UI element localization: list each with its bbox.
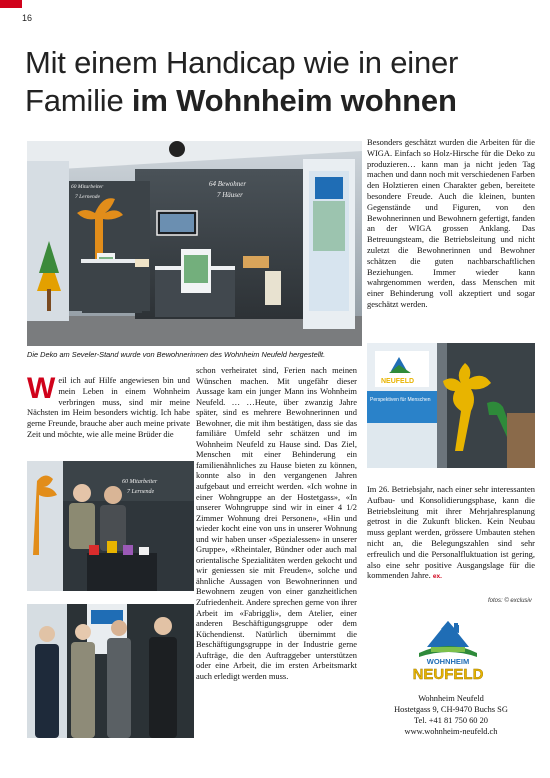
logo-line-1: WOHNHEIM — [426, 657, 470, 666]
photo-exhibition-stand — [27, 141, 362, 346]
wohnheim-neufeld-logo — [397, 617, 499, 683]
photo-two-men-image — [27, 461, 194, 591]
photo-caption: Die Deko am Seveler-Stand wurde von Bewohnerinnen des Wohnheim Neufeld hergestellt. — [27, 350, 326, 359]
banner-text: Perspektiven für Menschen — [370, 397, 431, 403]
photo-credit: fotos: © exclusiv — [488, 598, 532, 604]
photo3-sign-a: 60 Mitarbeiter — [122, 479, 158, 485]
title-line-2-light: Familie — [25, 83, 132, 118]
photo-banner-deer — [367, 343, 535, 468]
photo-two-men — [27, 461, 194, 591]
contact-block — [367, 693, 535, 737]
contact-name: Wohnheim Neufeld — [418, 694, 484, 703]
logo-line-2: NEUFELD — [412, 666, 484, 683]
end-mark: ex. — [432, 573, 442, 581]
photo-exhibition-stand-image — [27, 141, 362, 346]
banner-logo-text: NEUFELD — [381, 378, 415, 385]
article-column-1 — [27, 372, 190, 440]
sign-bewohner: 64 Bewohner — [209, 180, 247, 188]
photo3-sign-b: 7 Lernende — [127, 489, 155, 495]
photo-four-men-image — [27, 604, 194, 738]
sign-lernende: 7 Lernende — [75, 194, 100, 200]
red-corner-bar — [0, 0, 22, 8]
drop-cap: W — [27, 372, 56, 405]
photo-four-men — [27, 604, 194, 738]
contact-phone: Tel. +41 81 750 60 20 — [414, 716, 488, 725]
title-line-2 — [25, 82, 535, 120]
sign-haeuser: 7 Häuser — [217, 191, 243, 199]
article-column-4 — [367, 484, 535, 583]
title-line-1: Mit einem Handicap wie in einer — [25, 45, 459, 80]
contact-web-link[interactable]: www.wohnheim-neufeld.ch — [404, 727, 498, 736]
page-title — [25, 44, 535, 120]
page-number: 16 — [22, 13, 33, 23]
article-column-3 — [367, 137, 535, 310]
title-line-2-bold: im Wohnheim wohnen — [131, 83, 457, 118]
sign-mitarbeiter: 60 Mitarbeiter — [71, 184, 104, 190]
column-1-text: eil ich auf Hilfe angewiesen bin und mein Leben in einem Wohnheim verbringen muss, sind mir meine Nächsten im Heim besonders wichtig. Ich habe gerne Freunde, brauche aber auch meine private Zeit und möchte, wie alle meine Brüder die — [27, 375, 190, 439]
article-column-2 — [196, 365, 357, 681]
house-logo-icon — [397, 617, 499, 683]
column-2-text: schon verheiratet sind, Ferien nach meinen Wünschen machen. Mit ungefähr dieser Aussage kam ein junger Mann ins Wohnheim Neufeld. … …Heute, über zwanzig Jahre später, sind es mehrere Bewohnerinnen und Bewohner, die mit ihm bestätigen, dass sie das familiäre Umfeld sehr schätzen und im Wohnheim Neufeld zu Hause sind. Das Ziel, Menschen mit einer Behinderung ein familienähnliches zu Hause bieten zu können, konnte also in den vergangenen Jahren aufgebaut und erreicht werden. «Ich wohne in einer Wohngruppe an der Hostetgass», «In unserer Wohngruppe sind wir in einer 4 1/2 Zimmer Wohnung drei Personen», «Hin und wieder kocht eine von uns in unserer Wohnung und wir haben unser «Spezialessen» in unserer Gruppe», «Rheintaler, Bündner oder auch mal orientalische Spezialitäten werden gekocht und wir geniessen sie mit Freuden», solche und ähnliche Aussagen von Bewohnerinnen und Bewohnern zeugen von einer ganzheitlichen Zufriedenheit. Andere sprechen gerne von ihrer Arbeit im «Fabriggli», dem Atelier, einer anderen Beschäftigungsgruppe oder dem Küchendienst. Natürlich übernimmt die Beschäftigungsgruppe in der Industrie gerne Aufträge, die den Auftraggeber unterstützen oder eine Arbeit, die im ersten Arbeitsmarkt auch erledigt werden muss. — [196, 365, 357, 681]
photo-banner-deer-image — [367, 343, 535, 468]
column-4-text: Im 26. Betriebsjahr, nach einer sehr interessanten Aufbau- und Konsolidierungsphase, kann die Betriebsleitung mit ihrer Mehrjahresplanung getrost in die Zukunft blicken. Kein Neubau muss geplant werden, grössere Umbauten stehen nicht an, die Belegungszahlen sind sehr erfreulich und die Personalfluktuation ist gering, also eine sehr positive Ausgangslage für die kommenden Jahre. — [367, 484, 535, 581]
column-3-text: Besonders geschätzt wurden die Arbeiten für die WIGA. Einfach so Holz-Hirsche für die Deko zu produzieren… kann man ja nicht jeden Tag machen und dann noch mit verschiedenen Farben den Holztieren einen Charakter geben, bereitete besondere Freude. Auch die kleinen, bunten Gegenstände und Figuren, von den Bewohnerinnen und Bewohnern gefertigt, fanden an der WIGA grossen Anklang. Das Betreuungsteam, die Betriebsleitung und nicht zuletzt die Bewohnerinnen und Bewohner schätzen die guten nachbarschaftlichen Beziehungen. Immer wieder kann wahrgenommen werden, dass Menschen mit einer Behinderung voll akzeptiert und sogar geschätzt werden. — [367, 137, 535, 309]
contact-address: Hostetgass 9, CH-9470 Buchs SG — [394, 705, 508, 714]
